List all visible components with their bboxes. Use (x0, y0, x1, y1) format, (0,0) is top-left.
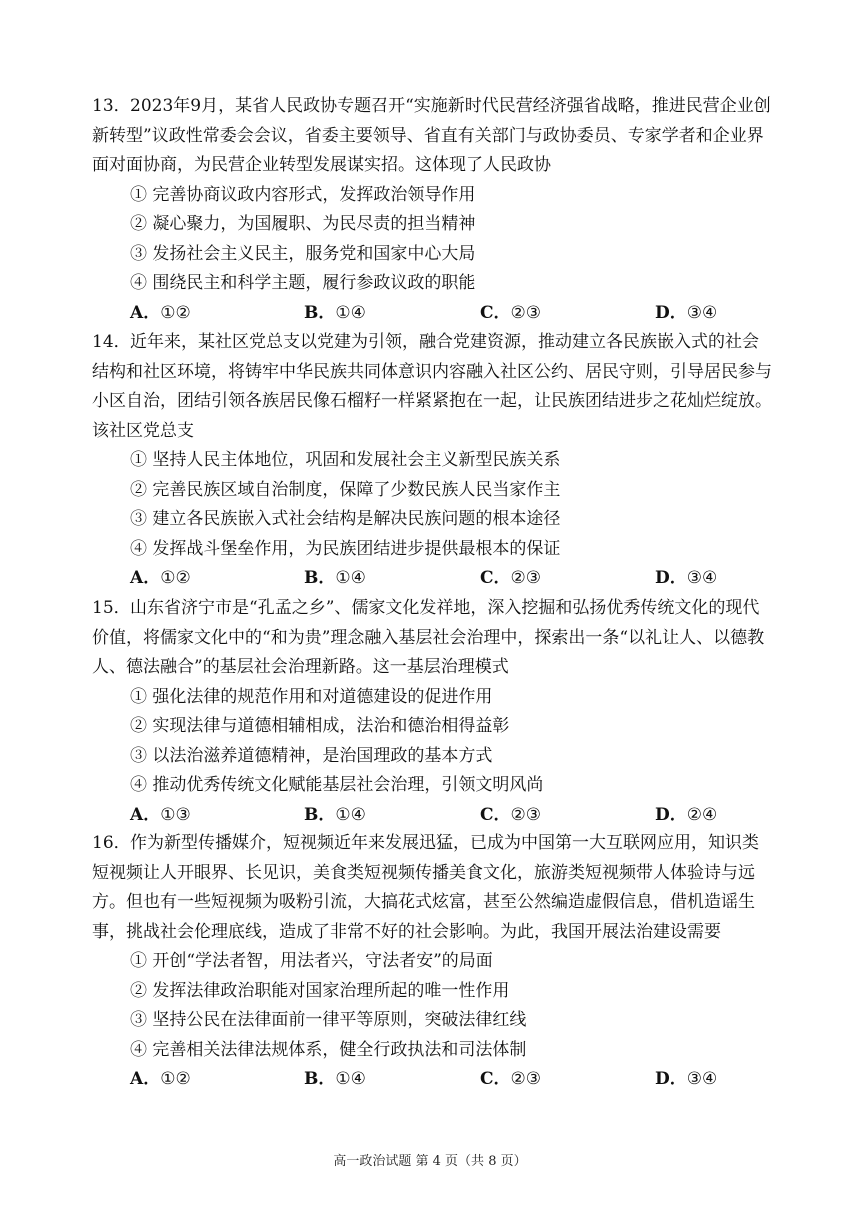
option-4: ④ 推动优秀传统文化赋能基层社会治理，引领文明风尚 (130, 775, 544, 795)
choice-c: C．②③ (480, 302, 542, 323)
question-number: 15． (92, 598, 131, 618)
option-3: ③ 坚持公民在法律面前一律平等原则，突破法律红线 (130, 1010, 527, 1030)
option-3: ③ 发扬社会主义民主，服务党和国家中心大局 (130, 243, 476, 264)
choice-d: D．③④ (655, 1069, 718, 1089)
question-stem-text: 山东省济宁市是“孔孟之乡”、儒家文化发祥地，深入挖掘和弘扬优秀传统文化的现代价值，将儒家文化中的“和为贵”理念融入基层社会治理中，探索出一条“以礼让人、以德教人、德法融合”的基层社会治理新路。这一基层治理模式 (92, 598, 765, 677)
choice-d: D．②④ (655, 804, 718, 825)
option-3: ③ 以法治滋养道德精神，是治国理政的基本方式 (130, 745, 493, 766)
option-2: ② 发挥法律政治职能对国家治理所起的唯一性作用 (130, 980, 510, 1001)
question-stem (92, 829, 772, 947)
answer-choices (92, 1065, 772, 1095)
question-stem (92, 92, 772, 181)
option-4: ④ 围绕民主和科学主题，履行参政议政的职能 (130, 273, 476, 293)
choice-c: C．②③ (480, 804, 542, 825)
answer-choices (92, 801, 772, 831)
choice-a: A．①② (130, 568, 191, 588)
question-stem-text: 作为新型传播媒介，短视频近年来发展迅猛，已成为中国第一大互联网应用，知识类短视频让人开眼界、长见识，美食类短视频传播美食文化，旅游类短视频带人体验诗与远方。但也有一些短视频为吸粉引流，大搞花式炫富，甚至公然编造虚假信息，借机造谣生事，挑战社会伦理底线，造成了非常不好的社会影响。为此，我国开展法治建设需要 (92, 833, 759, 942)
answer-choices (92, 299, 772, 329)
page-footer: 高一政治试题 第 4 页（共 8 页） (333, 1154, 527, 1169)
question-stem-text: 2023年9月，某省人民政协专题召开“实施新时代民营经济强省战略，推进民营企业创新转型”议政性常委会会议，省委主要领导、省直有关部门与政协委员、专家学者和企业界面对面协商，为民营企业转型发展谋实招。这体现了人民政协 (92, 96, 771, 175)
question-14 (92, 328, 772, 594)
choice-a: A．①② (130, 1069, 191, 1089)
question-stem (92, 594, 772, 683)
choice-c: C．②③ (480, 568, 542, 588)
answer-choices (92, 564, 772, 594)
question-stem-text: 近年来，某社区党总支以党建为引领，融合党建资源，推动建立各民族嵌入式的社会结构和社区环境，将铸牢中华民族共同体意识内容融入社区公约、居民守则，引导居民参与小区自治，团结引领各族居民像石榴籽一样紧紧抱在一起，让民族团结进步之花灿烂绽放。该社区党总支 (92, 332, 772, 441)
choice-d: D．③④ (655, 302, 718, 323)
option-2: ② 实现法律与道德相辅相成，法治和德治相得益彰 (130, 716, 510, 736)
option-1: ① 坚持人民主体地位，巩固和发展社会主义新型民族关系 (130, 450, 561, 470)
option-1: ① 完善协商议政内容形式，发挥政治领导作用 (130, 184, 476, 205)
choice-c: C．②③ (480, 1069, 542, 1089)
option-4: ④ 发挥战斗堡垒作用，为民族团结进步提供最根本的保证 (130, 538, 561, 559)
option-1: ① 强化法律的规范作用和对道德建设的促进作用 (130, 686, 493, 707)
option-4: ④ 完善相关法律法规体系，健全行政执法和司法体制 (130, 1039, 527, 1060)
option-1: ① 开创“学法者智，用法者兴，守法者安”的局面 (130, 951, 493, 971)
question-16 (92, 829, 772, 1095)
question-stem (92, 328, 772, 446)
question-number: 16． (92, 833, 131, 853)
question-15 (92, 594, 772, 830)
choice-b: B．①④ (304, 302, 366, 323)
choice-a: A．①② (130, 302, 191, 323)
choice-b: B．①④ (304, 804, 366, 825)
choice-b: B．①④ (304, 1069, 366, 1089)
option-2: ② 凝心聚力，为国履职、为民尽责的担当精神 (130, 214, 476, 234)
question-number: 14． (92, 332, 131, 352)
question-13 (92, 92, 772, 328)
choice-b: B．①④ (304, 568, 366, 588)
option-3: ③ 建立各民族嵌入式社会结构是解决民族问题的根本途径 (130, 509, 561, 529)
question-number: 13． (92, 96, 131, 116)
option-2: ② 完善民族区域自治制度，保障了少数民族人民当家作主 (130, 479, 561, 500)
choice-a: A．①③ (130, 804, 191, 825)
choice-d: D．③④ (655, 568, 718, 588)
